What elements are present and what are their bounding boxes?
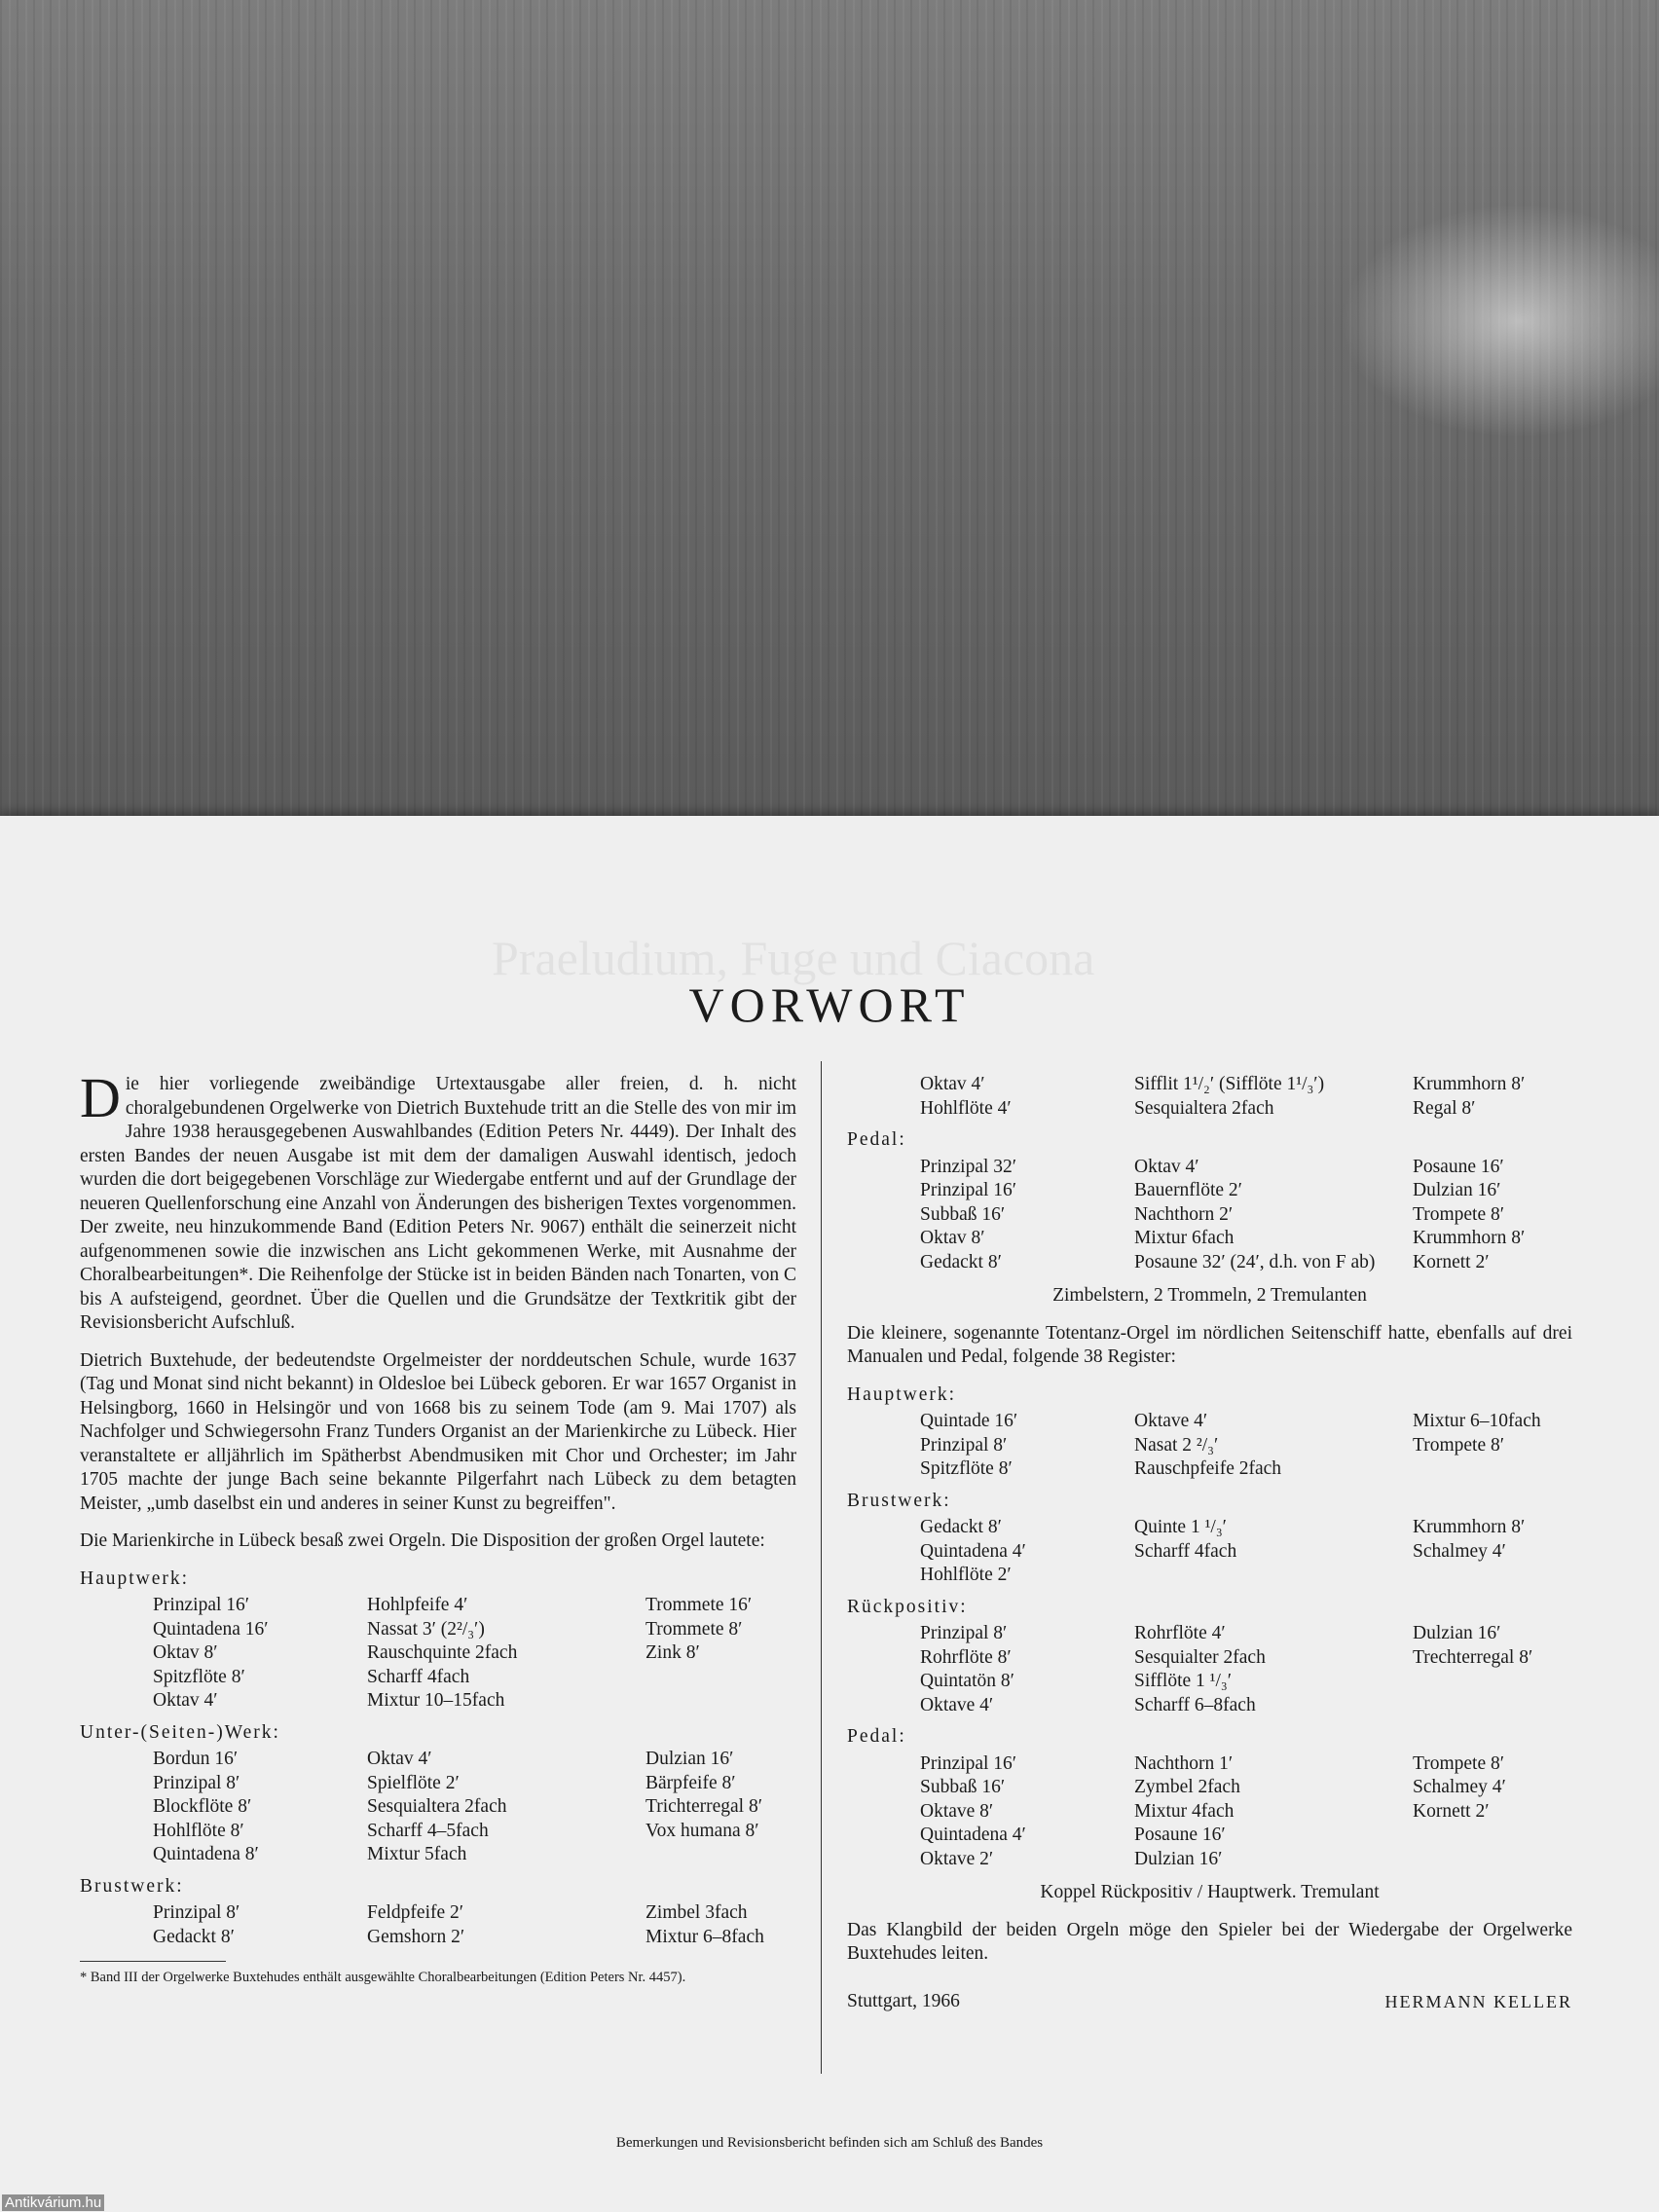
stop-entry: Kornett 2′ (1413, 1800, 1490, 1822)
stop-list (847, 1516, 1572, 1588)
stop-entry: Oktav 4′ (367, 1749, 432, 1769)
stop-entry: Trommete 16′ (645, 1595, 753, 1615)
stop-entry: Oktav 4′ (153, 1690, 218, 1711)
stop-entry: Oktave 4′ (1134, 1411, 1208, 1431)
stop-entry: Krummhorn 8′ (1413, 1517, 1526, 1537)
stop-entry: Krummhorn 8′ (1413, 1074, 1526, 1094)
stop-entry: Sesquialtera 2fach (367, 1796, 507, 1817)
stop-entry: Bauernflöte 2′ (1134, 1180, 1242, 1200)
stop-entry: Quintatön 8′ (920, 1671, 1014, 1691)
footnote-rule (80, 1961, 226, 1962)
stop-entry: Oktav 4′ (1134, 1156, 1199, 1177)
stop-entry (645, 1843, 796, 1867)
stop-entry: Blockflöte 8′ (153, 1796, 252, 1817)
stop-list (80, 1748, 796, 1867)
stop-list (847, 1156, 1572, 1275)
stop-entry: Nachthorn 1′ (1134, 1752, 1234, 1774)
stop-entry: Scharff 6–8fach (1134, 1694, 1256, 1715)
stop-entry (1413, 1457, 1572, 1482)
stop-entry: Mixtur 4fach (1134, 1800, 1235, 1822)
stop-entry (645, 1666, 796, 1690)
stop-entry (1134, 1564, 1413, 1588)
stop-entry: Sesquialtera 2fach (1134, 1097, 1274, 1119)
stop-entry: Mixtur 10–15fach (367, 1690, 505, 1711)
stop-entry: Vox humana 8′ (645, 1820, 759, 1841)
stop-entry: Quinte 1 ¹/₃′ (1134, 1517, 1227, 1537)
stop-entry: Mixtur 6–8fach (645, 1926, 764, 1947)
section-heading: Pedal: (847, 1129, 906, 1150)
stop-entry: Trechterregal 8′ (1413, 1646, 1533, 1668)
closing-paragraph: Das Klangbild der beiden Orgeln möge den Spieler bei der Wiedergabe der Orgelwerke Buxtehudes leiten. (847, 1919, 1572, 1964)
footnote: * Band III der Orgelwerke Buxtehudes enthält ausgewählte Choralbearbeitungen (Edition Peters Nr. 4457). (80, 1970, 686, 1985)
stop-entry: Prinzipal 16′ (153, 1595, 250, 1615)
stop-entry: Prinzipal 8′ (920, 1434, 1008, 1456)
stop-entry: Posaune 16′ (1413, 1156, 1504, 1177)
stop-entry: Quintadena 4′ (920, 1540, 1026, 1562)
section-heading: Brustwerk: (847, 1490, 951, 1511)
stop-entry: Prinzipal 8′ (153, 1772, 240, 1793)
stop-entry: Trompete 8′ (1413, 1203, 1505, 1225)
right-column (847, 1073, 1572, 2013)
stop-entry: Zimbel 3fach (645, 1902, 748, 1923)
stop-entry: Mixtur 6fach (1134, 1228, 1235, 1248)
section-heading: Hauptwerk: (847, 1383, 957, 1405)
left-column (80, 1066, 796, 1990)
stop-list (847, 1410, 1572, 1482)
stop-entry: Sifflit 1¹/₂′ (Sifflöte 1¹/₃′) (1134, 1074, 1325, 1094)
stop-entry: Schalmey 4′ (1413, 1777, 1506, 1797)
stop-entry: Subbaß 16′ (920, 1203, 1006, 1225)
stop-entry: Posaune 16′ (1134, 1825, 1226, 1845)
stop-entry: Oktave 4′ (920, 1694, 994, 1715)
section-heading: Brustwerk: (80, 1875, 184, 1897)
stop-entry: Scharff 4fach (367, 1666, 470, 1687)
intro-paragraph-3: Die Marienkirche in Lübeck besaß zwei Orgeln. Die Disposition der großen Orgel lautete: (80, 1530, 765, 1551)
stop-entry: Oktav 8′ (920, 1228, 985, 1248)
stop-entry (1413, 1694, 1572, 1718)
show-through-text: Praeludium, Fuge und Ciacona (492, 931, 1095, 985)
stop-entry: Quintadena 8′ (153, 1844, 259, 1864)
stop-entry: Prinzipal 16′ (920, 1752, 1017, 1774)
stop-entry: Oktav 8′ (153, 1642, 218, 1663)
stop-entry: Zymbel 2fach (1134, 1777, 1240, 1797)
background-surface (0, 0, 1659, 828)
stop-entry: Subbaß 16′ (920, 1777, 1006, 1797)
stop-entry: Dulzian 16′ (1413, 1180, 1501, 1200)
section-heading: Hauptwerk: (80, 1567, 190, 1589)
bottom-note: Bemerkungen und Revisionsbericht befinden sich am Schluß des Bandes (615, 2135, 1044, 2151)
place-date: Stuttgart, 1966 (847, 1990, 960, 2011)
stop-entry: Nassat 3′ (2²/₃′) (367, 1618, 485, 1640)
intro-paragraph-2: Dietrich Buxtehude, der bedeutendste Orgelmeister der norddeutschen Schule, wurde 1637 (Tag und Monat sind nicht bekannt) in Oldesloe bei Lübeck geboren. Er war 1657 Organist in Helsingborg, 1660 in Helsingör und von 1668 bis zu seinem Tode (am 9. Mai 1707) als Nachfolger und Schwiegersohn Franz Tunders Organist an der Marienkirche zu Lübeck. Hier veranstaltete er alljährlich im Spätherbst Abendmusiken mit Chor und Orchester; im Jahr 1705 machte der junge Bach seine bekannte Pilgerfahrt nach Lübeck zu dem betagten Meister, „umb daselbst ein und anderes in seiner Kunst zu begreiffen". (80, 1349, 796, 1514)
stop-entry: Mixtur 5fach (367, 1844, 467, 1864)
stop-entry: Sifflöte 1 ¹/₃′ (1134, 1671, 1232, 1691)
stop-entry: Gedackt 8′ (920, 1517, 1002, 1537)
stop-entry: Rohrflöte 8′ (920, 1646, 1012, 1668)
intro-paragraph-1: Die hier vorliegende zweibändige Urtextausgabe aller freien, d. h. nicht choralgebundenen Orgelwerke von Dietrich Buxtehude tritt an die Stelle des von mir im Jahre 1938 herausgegebenen Auswahlbandes (Edition Peters Nr. 4449). Der Inhalt des ersten Bandes der neuen Ausgabe ist mit dem der damaligen Auswahl identisch, jedoch wurden die dort beigegebenen Vorschläge zur Wiedergabe entfernt und auf der Grundlage der neueren Quellenforschung eine Anzahl von Änderungen des bisherigen Textes vorgenommen. Der zweite, neu hinzukommende Band (Edition Peters Nr. 9067) enthält die seinerzeit nicht aufgenommenen sowie die inzwischen ans Licht gekommenen Werke, mit Ausnahme der Choralbearbeitungen*. Die Reihenfolge der Stücke ist in beiden Bänden nach Tonarten, von C bis A aufsteigend, geordnet. Über die Quellen und die Grundsätze der Textkritik gibt der Revisionsbericht Aufschluß. (80, 1066, 796, 1333)
signature-line (847, 1990, 1572, 2014)
stop-entry: Trompete 8′ (1413, 1434, 1505, 1456)
stop-entry: Gedackt 8′ (920, 1251, 1002, 1272)
stop-entry: Prinzipal 8′ (920, 1623, 1008, 1643)
stop-entry: Spielflöte 2′ (367, 1772, 460, 1793)
stop-entry: Prinzipal 16′ (920, 1180, 1017, 1200)
stop-entry: Hohlflöte 4′ (920, 1097, 1012, 1119)
stop-list (847, 1752, 1572, 1872)
stop-entry: Dulzian 16′ (1413, 1623, 1501, 1643)
stop-entry: Hohlflöte 2′ (920, 1565, 1012, 1585)
stop-entry (645, 1689, 796, 1714)
stop-entry (1413, 1670, 1572, 1694)
stop-entry: Trompete 8′ (1413, 1752, 1505, 1774)
stop-entry: Prinzipal 8′ (153, 1902, 240, 1923)
stop-entry: Kornett 2′ (1413, 1251, 1490, 1272)
stop-entry: Oktav 4′ (920, 1074, 985, 1094)
stop-entry: Hohlflöte 8′ (153, 1820, 244, 1841)
small-organ-intro: Die kleinere, sogenannte Totentanz-Orgel im nördlichen Seitenschiff hatte, ebenfalls auf drei Manualen und Pedal, folgende 38 Register: (847, 1322, 1572, 1367)
section-heading: Rückpositiv: (847, 1596, 968, 1617)
extras-line: Koppel Rückpositiv / Hauptwerk. Tremulant (1040, 1882, 1380, 1902)
stop-entry (1413, 1824, 1572, 1848)
stop-entry: Zink 8′ (645, 1642, 700, 1663)
stop-list (847, 1622, 1572, 1717)
stop-entry: Dulzian 16′ (1134, 1848, 1223, 1869)
stop-entry: Schalmey 4′ (1413, 1540, 1506, 1562)
stop-entry: Scharff 4–5fach (367, 1820, 489, 1841)
stop-entry: Scharff 4fach (1134, 1540, 1237, 1562)
stop-entry: Bärpfeife 8′ (645, 1772, 736, 1793)
stop-entry: Quintade 16′ (920, 1411, 1018, 1431)
stop-list (80, 1901, 796, 1949)
stop-entry: Rauschpfeife 2fach (1134, 1458, 1282, 1479)
stop-entry: Mixtur 6–10fach (1413, 1411, 1541, 1431)
stop-entry: Nasat 2 ²/₃′ (1134, 1434, 1219, 1456)
stop-entry: Bordun 16′ (153, 1749, 239, 1769)
stop-entry: Quintadena 4′ (920, 1825, 1026, 1845)
stop-entry: Trichterregal 8′ (645, 1796, 762, 1817)
stop-entry: Feldpfeife 2′ (367, 1902, 464, 1923)
stop-entry: Dulzian 16′ (645, 1749, 734, 1769)
stop-entry: Posaune 32′ (24′, d.h. von F ab) (1134, 1251, 1376, 1272)
stop-entry: Gedackt 8′ (153, 1926, 235, 1947)
section-heading: Unter-(Seiten-)Werk: (80, 1721, 280, 1743)
stop-entry: Gemshorn 2′ (367, 1926, 465, 1947)
stop-entry: Spitzflöte 8′ (920, 1458, 1013, 1479)
stop-entry: Nachthorn 2′ (1134, 1203, 1234, 1225)
stop-entry: Spitzflöte 8′ (153, 1666, 245, 1687)
stop-entry: Prinzipal 32′ (920, 1156, 1017, 1177)
stop-entry: Krummhorn 8′ (1413, 1228, 1526, 1248)
stop-list (847, 1073, 1572, 1121)
stop-entry: Sesquialter 2fach (1134, 1646, 1266, 1668)
drop-cap: D (80, 1066, 121, 1129)
stop-entry: Oktave 8′ (920, 1800, 994, 1822)
stop-entry (1413, 1848, 1572, 1872)
stop-entry: Rohrflöte 4′ (1134, 1623, 1226, 1643)
column-divider (821, 1061, 822, 2074)
extras-line: Zimbelstern, 2 Trommeln, 2 Tremulanten (1052, 1285, 1367, 1306)
stop-entry: Trommete 8′ (645, 1618, 743, 1640)
stop-entry: Hohlpfeife 4′ (367, 1595, 468, 1615)
stop-list (80, 1594, 796, 1714)
stop-entry (1413, 1564, 1572, 1588)
stop-entry: Rauschquinte 2fach (367, 1642, 518, 1663)
stop-entry: Quintadena 16′ (153, 1618, 269, 1640)
watermark: Antikvárium.hu (2, 2194, 104, 2211)
page-title: VORWORT (688, 977, 971, 1032)
section-heading: Pedal: (847, 1726, 906, 1747)
stop-entry: Oktave 2′ (920, 1848, 994, 1869)
stop-entry: Regal 8′ (1413, 1097, 1476, 1119)
author-name: HERMANN KELLER (1384, 1991, 1572, 2011)
